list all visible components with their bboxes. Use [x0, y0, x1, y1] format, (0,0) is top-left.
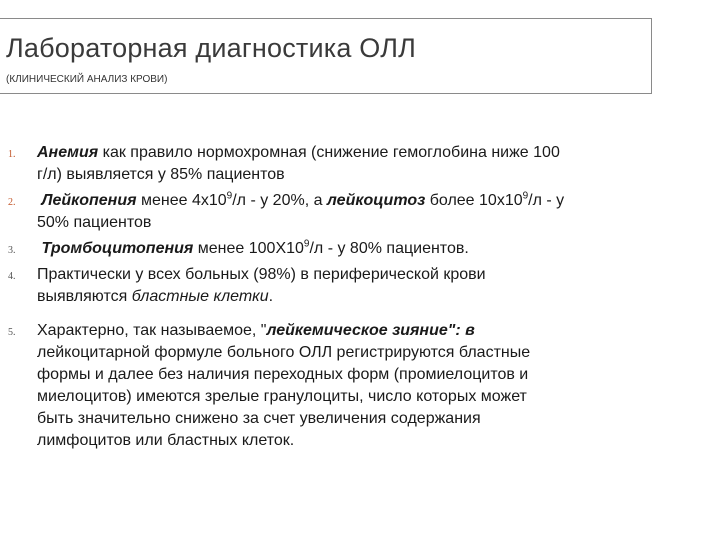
term-anemia: Анемия: [37, 144, 99, 161]
text-fragment: быть значительно снижено за счет увеличения содержания: [37, 410, 481, 427]
list-text: [37, 264, 637, 308]
list-number: 3.: [8, 245, 16, 256]
text-fragment: г/л) выявляется у 85% пациентов: [37, 166, 285, 183]
list-text: [37, 320, 637, 452]
list-number: 2.: [8, 197, 16, 208]
text-fragment: /л - у 20%, а: [232, 192, 327, 209]
slide-title: Лабораторная диагностика ОЛЛ: [6, 33, 417, 63]
text-fragment: менее 4х10: [136, 192, 227, 209]
list-text: [37, 190, 637, 234]
text-fragment: 50% пациентов: [37, 214, 152, 231]
text-fragment: /л - у 80% пациентов.: [309, 240, 469, 257]
text-fragment: менее 100Х10: [193, 240, 304, 257]
list-number: 5.: [8, 327, 16, 338]
text-fragment: миелоцитов) имеются зрелые гранулоциты, число которых может: [37, 388, 527, 405]
superscript: 9: [226, 190, 233, 202]
text-fragment: Характерно, так называемое, ": [37, 322, 267, 339]
term-leukopenia: Лейкопения: [41, 192, 137, 209]
text-fragment: лимфоцитов или бластных клеток.: [37, 432, 295, 449]
text-fragment: формы и далее без наличия переходных форм (промиелоцитов и: [37, 366, 529, 383]
term-blast-cells: бластные клетки: [131, 288, 269, 305]
text-fragment: как правило нормохромная (снижение гемоглобина ниже 100: [98, 144, 560, 161]
text-fragment: выявляются: [37, 288, 132, 305]
text-fragment: .: [268, 288, 274, 305]
list-text: [37, 142, 637, 186]
list-number: 4.: [8, 271, 16, 282]
text-fragment: более 10х10: [425, 192, 523, 209]
list-text: [37, 238, 637, 260]
superscript: 9: [522, 190, 529, 202]
term-leukocytosis: лейкоцитоз: [326, 192, 426, 209]
text-fragment: ": в: [447, 322, 475, 339]
title-box: [0, 18, 652, 94]
text-fragment: лейкоцитарной формуле больного ОЛЛ регистрируются бластные: [37, 344, 531, 361]
slide-subtitle: (КЛИНИЧЕСКИЙ АНАЛИЗ КРОВИ): [6, 74, 168, 85]
text-fragment: /л - у: [528, 192, 565, 209]
term-thrombocytopenia: Тромбоцитопения: [41, 240, 194, 257]
list-number: 1.: [8, 149, 16, 160]
superscript: 9: [303, 238, 310, 250]
text-fragment: Практически у всех больных (98%) в периферической крови: [37, 266, 486, 283]
term-leukemic-gap: лейкемическое зияние: [266, 322, 448, 339]
